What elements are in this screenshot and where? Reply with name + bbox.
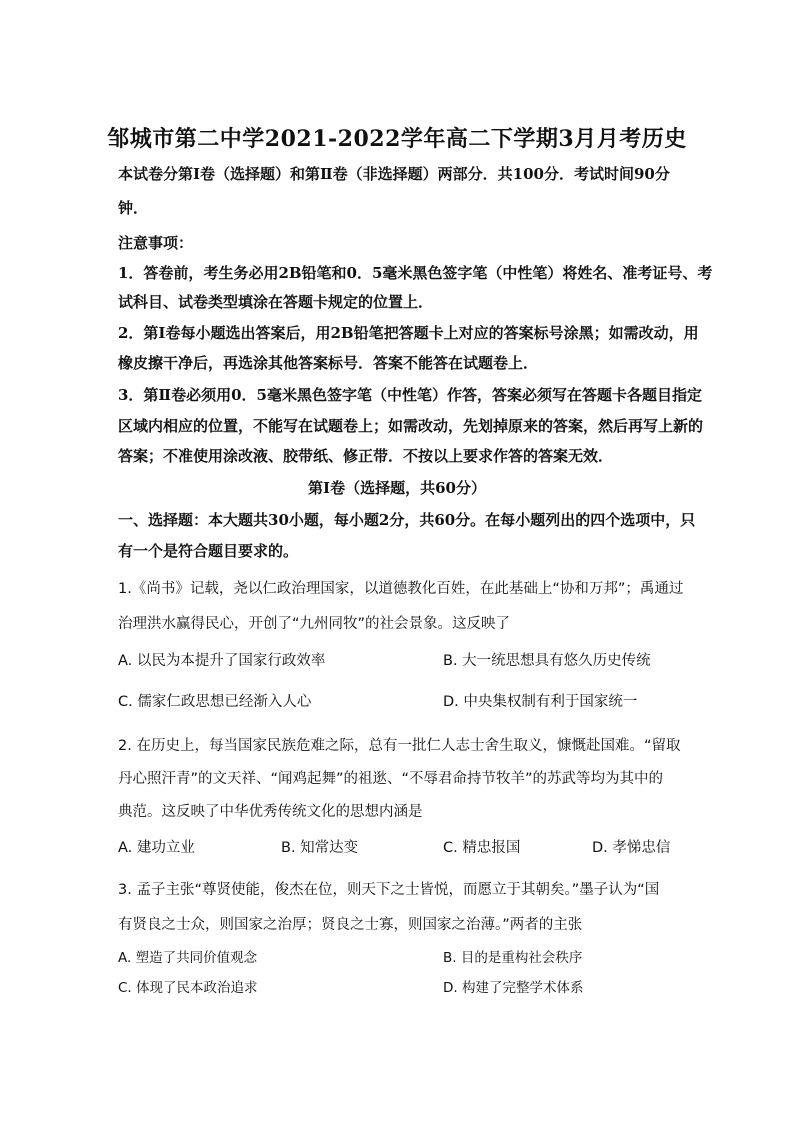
page-title: 邹城市第二中学2021-2022学年高二下学期3月月考历史	[107, 126, 687, 152]
question-2-option-d[interactable]: D. 孝悌忠信	[592, 840, 671, 856]
note-3-line: 3．第Ⅱ卷必须用0．5毫米黑色签字笔（中性笔）作答，答案必须写在答题卡各题目指定	[118, 386, 702, 404]
question-3-stem: 3. 孟子主张“尊贤使能，俊杰在位，则天下之士皆悦，而愿立于其朝矣。”墨子认为“国	[118, 882, 660, 898]
section-heading: 第Ⅰ卷（选择题，共60分）	[308, 479, 486, 497]
question-1-option-b[interactable]: B. 大一统思想具有悠久历史传统	[443, 653, 651, 669]
question-3-option-d[interactable]: D. 构建了完整学术体系	[443, 980, 584, 996]
question-2-stem: 丹心照汗青”的文天祥、“闻鸡起舞”的祖逖、“不辱君命持节牧羊”的苏武等均为其中的	[118, 771, 664, 787]
section-instructions: 一、选择题：本大题共30小题，每小题2分，共60分。在每小题列出的四个选项中，只	[118, 511, 696, 529]
question-2-option-c[interactable]: C. 精忠报国	[443, 840, 521, 856]
note-2-line: 2．第Ⅰ卷每小题选出答案后，用2B铅笔把答题卡上对应的答案标号涂黑；如需改动，用	[118, 324, 699, 342]
note-3-line: 答案；不准使用涂改液、胶带纸、修正带．不按以上要求作答的答案无效．	[118, 447, 614, 465]
question-2-option-a[interactable]: A. 建功立业	[118, 840, 195, 856]
question-1-stem: 1.《尚书》记载，尧以仁政治理国家，以道德教化百姓，在此基础上“协和万邦”；禹通过	[118, 581, 684, 597]
note-1-line: 1．答卷前，考生务必用2B铅笔和0．5毫米黑色签字笔（中性笔）将姓名、准考证号、考	[118, 264, 713, 282]
question-1-option-d[interactable]: D. 中央集权制有利于国家统一	[443, 694, 638, 710]
question-3-stem: 有贤良之士众，则国家之治厚；贤良之士寡，则国家之治薄。”两者的主张	[118, 917, 583, 933]
question-3-option-c[interactable]: C. 体现了民本政治追求	[118, 980, 258, 996]
notes-heading: 注意事项：	[118, 234, 194, 252]
note-3-line: 区域内相应的位置，不能写在试题卷上；如需改动，先划掉原来的答案，然后再写上新的	[118, 417, 704, 435]
intro-line: 钟．	[118, 199, 149, 217]
question-1-stem: 治理洪水赢得民心，开创了“九州同牧”的社会景象。这反映了	[118, 616, 511, 632]
section-instructions: 有一个是符合题目要求的。	[118, 542, 299, 560]
question-3-option-a[interactable]: A. 塑造了共同价值观念	[118, 950, 258, 966]
question-3-option-b[interactable]: B. 目的是重构社会秩序	[443, 950, 583, 966]
question-1-option-a[interactable]: A. 以民为本提升了国家行政效率	[118, 653, 326, 669]
intro-line: 本试卷分第Ⅰ卷（选择题）和第Ⅱ卷（非选择题）两部分．共100分．考试时间90分	[118, 165, 670, 183]
question-2-stem: 2. 在历史上，每当国家民族危难之际，总有一批仁人志士舍生取义，慷慨赴国难。“留取	[118, 738, 681, 754]
note-1-line: 试科目、试卷类型填涂在答题卡规定的位置上．	[118, 293, 434, 311]
question-2-stem: 典范。这反映了中华优秀传统文化的思想内涵是	[118, 804, 423, 820]
question-2-option-b[interactable]: B. 知常达变	[281, 840, 359, 856]
question-1-option-c[interactable]: C. 儒家仁政思想已经渐入人心	[118, 694, 312, 710]
note-2-line: 橡皮擦干净后，再选涂其他答案标号．答案不能答在试题卷上．	[118, 354, 539, 372]
